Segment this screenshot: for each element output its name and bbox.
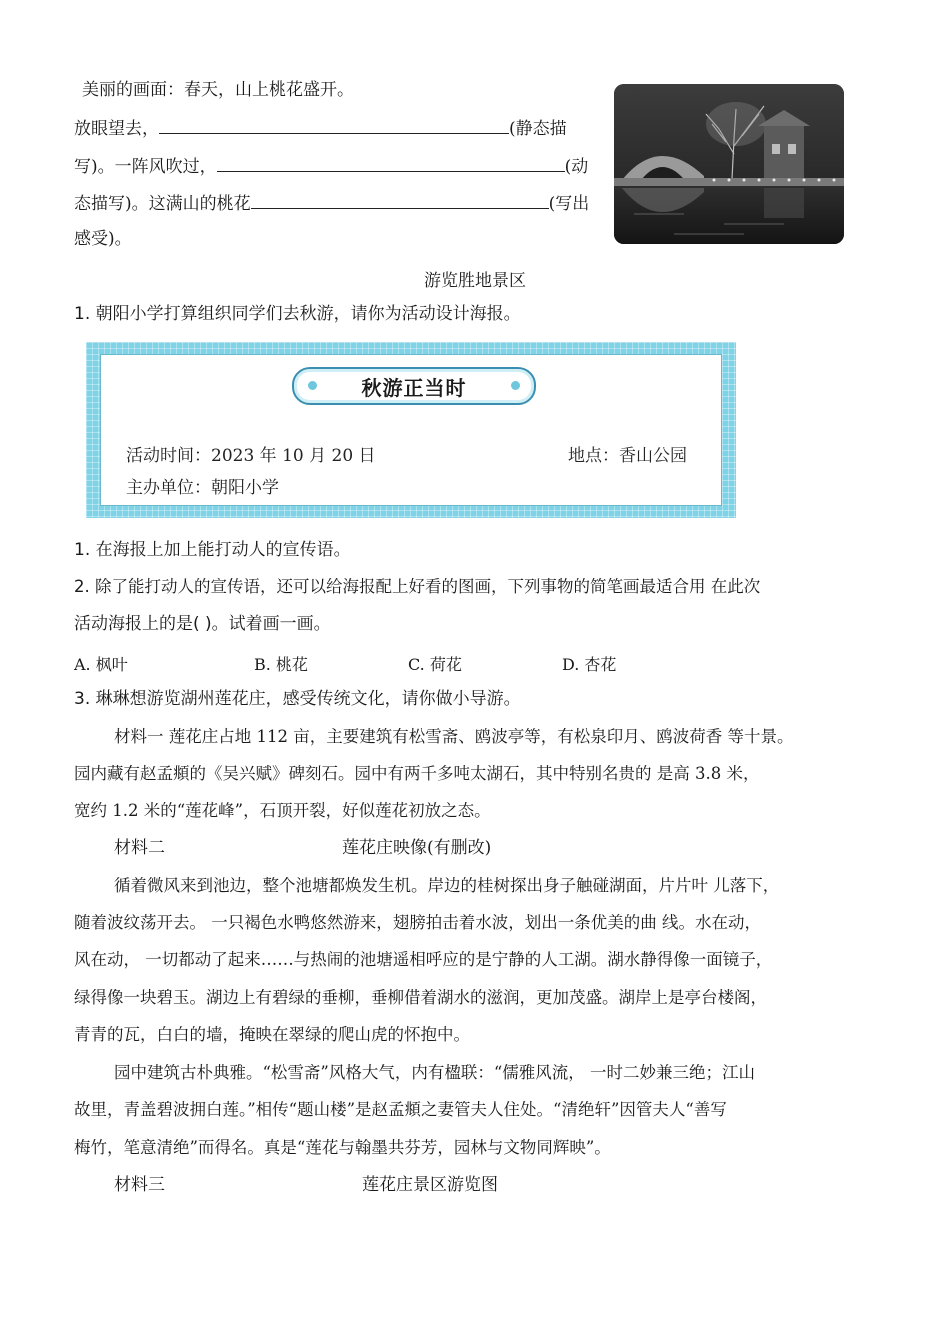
feeling-hint: (写出 xyxy=(548,194,590,214)
option-c[interactable]: C. 荷花 xyxy=(408,655,462,674)
option-a[interactable]: A. 枫叶 xyxy=(74,655,128,674)
poster-host: 主办单位：朝阳小学 xyxy=(126,478,279,498)
option-b[interactable]: B. 桃花 xyxy=(254,655,308,674)
material-2-para-1-line-1: 循着微风来到池边，整个池塘都焕发生机。岸边的桂树探出身子触碰湖面，片片叶 儿落下， xyxy=(114,876,780,895)
material-1-line-1: 材料一 莲花庄占地 112 亩，主要建筑有松雪斋、鸥波亭等，有松泉印月、鸥波荷香 等十景。 xyxy=(114,727,794,746)
static-description-line xyxy=(74,117,567,139)
dynamic-prompt: 写)。一阵风吹过， xyxy=(74,157,217,177)
poster-place: 地点：香山公园 xyxy=(568,446,687,466)
banner-dot-left xyxy=(308,381,317,390)
sub-question-2-line2: 活动海报上的是( )。试着画一画。 xyxy=(74,614,331,634)
feeling-line-end: 感受)。 xyxy=(74,229,132,249)
scene-intro: 美丽的画面：春天，山上桃花盛开。 xyxy=(82,80,354,100)
option-d[interactable]: D. 杏花 xyxy=(562,655,617,674)
material-2-para-1-line-3: 风在动， 一切都动了起来……与热闹的池塘遥相呼应的是宁静的人工湖。湖水静得像一面镜子， xyxy=(74,950,773,969)
material-2-title: 莲花庄映像(有删改) xyxy=(342,838,492,858)
material-2-para-1-line-4: 绿得像一块碧玉。湖边上有碧绿的垂柳，垂柳借着湖水的滋润，更加茂盛。湖岸上是亭台楼阁， xyxy=(74,988,767,1007)
material-2-para-1-line-2: 随着波纹荡开去。 一只褐色水鸭悠然游来，翅膀拍击着水波，划出一条优美的曲 线。水在动， xyxy=(74,913,761,932)
dynamic-description-line xyxy=(74,155,588,177)
section-title: 游览胜地景区 xyxy=(424,271,526,291)
dynamic-hint: (动 xyxy=(564,157,589,177)
feeling-blank[interactable] xyxy=(251,192,549,209)
material-3-title: 莲花庄景区游览图 xyxy=(362,1175,498,1195)
question-1: 1. 朝阳小学打算组织同学们去秋游，请你为活动设计海报。 xyxy=(74,304,521,324)
poster-title-banner xyxy=(292,367,536,405)
material-1-line-2: 园内藏有赵孟頫的《吴兴赋》碑刻石。园中有两千多吨太湖石，其中特别名贵的 是高 3.8 米， xyxy=(74,764,760,783)
material-2-para-2-line-1: 园中建筑古朴典雅。“松雪斋”风格大气，内有楹联：“儒雅风流， 一时二妙兼三绝；江山 xyxy=(114,1063,756,1082)
material-2-label: 材料二 xyxy=(114,838,165,858)
banner-dot-right xyxy=(511,381,520,390)
sub-question-2-line1: 2. 除了能打动人的宣传语，还可以给海报配上好看的图画，下列事物的简笔画最适合用 在此次 xyxy=(74,577,761,596)
material-3-label: 材料三 xyxy=(114,1175,165,1195)
static-prompt: 放眼望去， xyxy=(74,119,159,139)
material-2-para-1-line-5: 青青的瓦，白白的墙，掩映在翠绿的爬山虎的怀抱中。 xyxy=(74,1025,470,1044)
feeling-prompt: 态描写)。这满山的桃花 xyxy=(74,194,251,214)
poster-title: 秋游正当时 xyxy=(361,375,467,400)
material-2-para-2-line-2: 故里，青盖碧波拥白莲。”相传“题山楼”是赵孟頫之妻管夫人住处。“清绝轩”因管夫人“善写 xyxy=(74,1100,727,1119)
bridge-night-illustration xyxy=(614,84,844,244)
dynamic-description-blank[interactable] xyxy=(217,155,565,172)
bridge-night-photo xyxy=(614,84,844,244)
static-description-blank[interactable] xyxy=(159,117,509,134)
material-1-line-3: 宽约 1.2 米的“莲花峰”，石顶开裂，好似莲花初放之态。 xyxy=(74,801,491,820)
question-3: 3. 琳琳想游览湖州莲花庄，感受传统文化，请你做小导游。 xyxy=(74,689,521,709)
feeling-line xyxy=(74,192,589,214)
material-2-para-2-line-3: 梅竹，笔意清绝”而得名。真是“莲花与翰墨共芬芳，园林与文物同辉映”。 xyxy=(74,1138,611,1157)
static-hint: (静态描 xyxy=(509,119,567,139)
poster-time: 活动时间：2023 年 10 月 20 日 xyxy=(126,446,376,466)
sub-question-1: 1. 在海报上加上能打动人的宣传语。 xyxy=(74,540,351,560)
